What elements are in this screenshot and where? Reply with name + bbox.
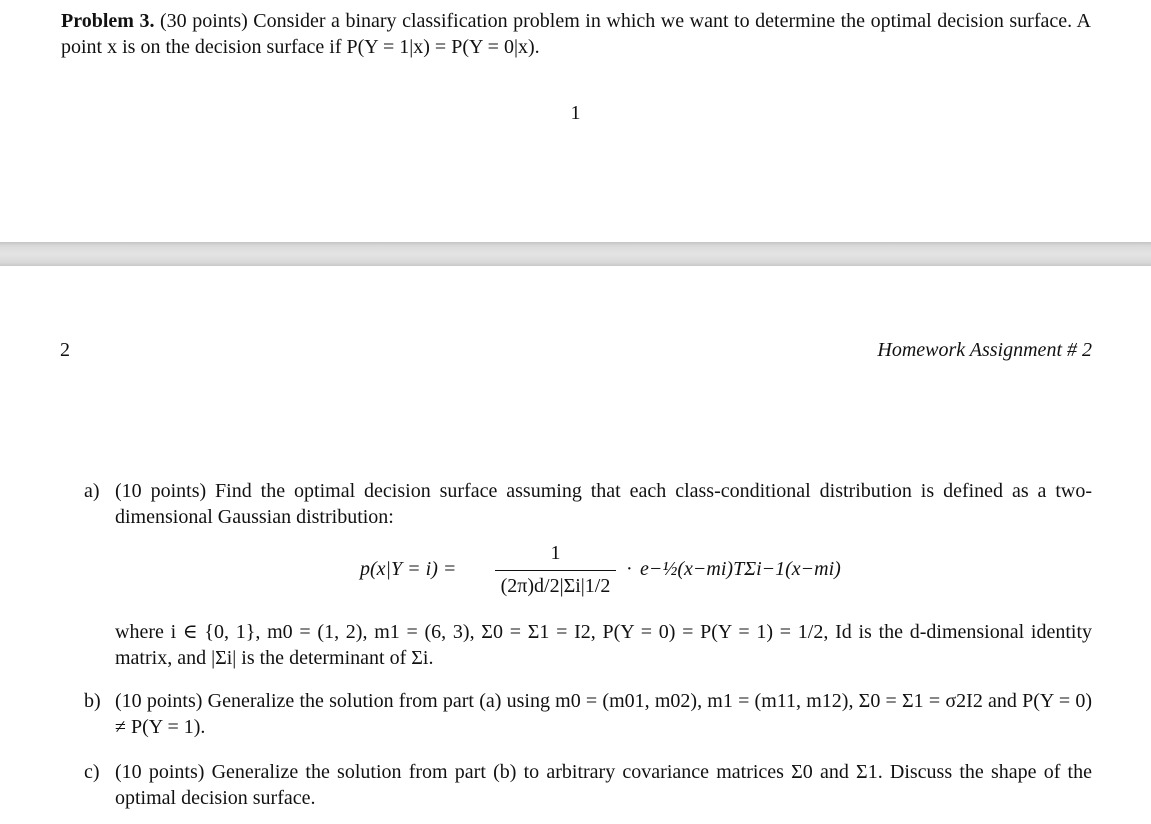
running-header: Homework Assignment # 2	[877, 339, 1092, 361]
part-a	[84, 478, 1092, 530]
part-c	[84, 759, 1092, 811]
part-b	[84, 688, 1092, 740]
formula-denominator: (2π)d/2|Σi|1/2	[500, 575, 611, 597]
problem-statement	[61, 8, 1091, 60]
part-b-marker: b)	[84, 690, 101, 712]
formula-numerator: 1	[550, 542, 561, 564]
page-1	[0, 0, 1151, 242]
page-number-top: 1	[570, 102, 581, 124]
part-a-marker: a)	[84, 480, 100, 502]
formula-exponential: e−½(x−mi)TΣi−1(x−mi)	[640, 558, 841, 580]
part-c-text: (10 points) Generalize the solution from part (b) to arbitrary covariance matrices Σ0 and Σ1. Discuss the shape of the optimal decision surface.	[115, 761, 1092, 809]
formula-lhs: p(x|Y = i) =	[360, 558, 457, 580]
part-a-text: (10 points) Find the optimal decision surface assuming that each class-conditional distribution is defined as a two-dimensional Gaussian distribution:	[115, 480, 1092, 528]
part-b-text: (10 points) Generalize the solution from part (a) using m0 = (m01, m02), m1 = (m11, m12), Σ0 = Σ1 = σ2I2 and P(Y = 0) ≠ P(Y = 1).	[115, 690, 1092, 738]
page-number-bottom: 2	[60, 339, 70, 361]
gaussian-formula	[360, 540, 880, 600]
problem-heading: Problem 3.	[61, 10, 155, 32]
page-divider	[0, 242, 1151, 266]
part-c-marker: c)	[84, 761, 100, 783]
fraction-bar	[495, 570, 616, 571]
part-a-where: where i ∈ {0, 1}, m0 = (1, 2), m1 = (6, 3), Σ0 = Σ1 = I2, P(Y = 0) = P(Y = 1) = 1/2, Id is the d-dimensional identity matrix, and |Σi| is the determinant of Σi.	[115, 621, 1092, 669]
problem-text: (30 points) Consider a binary classification problem in which we want to determine the optimal decision surface. A point x is on the decision surface if P(Y = 1|x) = P(Y = 0|x).	[61, 10, 1092, 58]
formula-dot: ·	[626, 558, 633, 580]
